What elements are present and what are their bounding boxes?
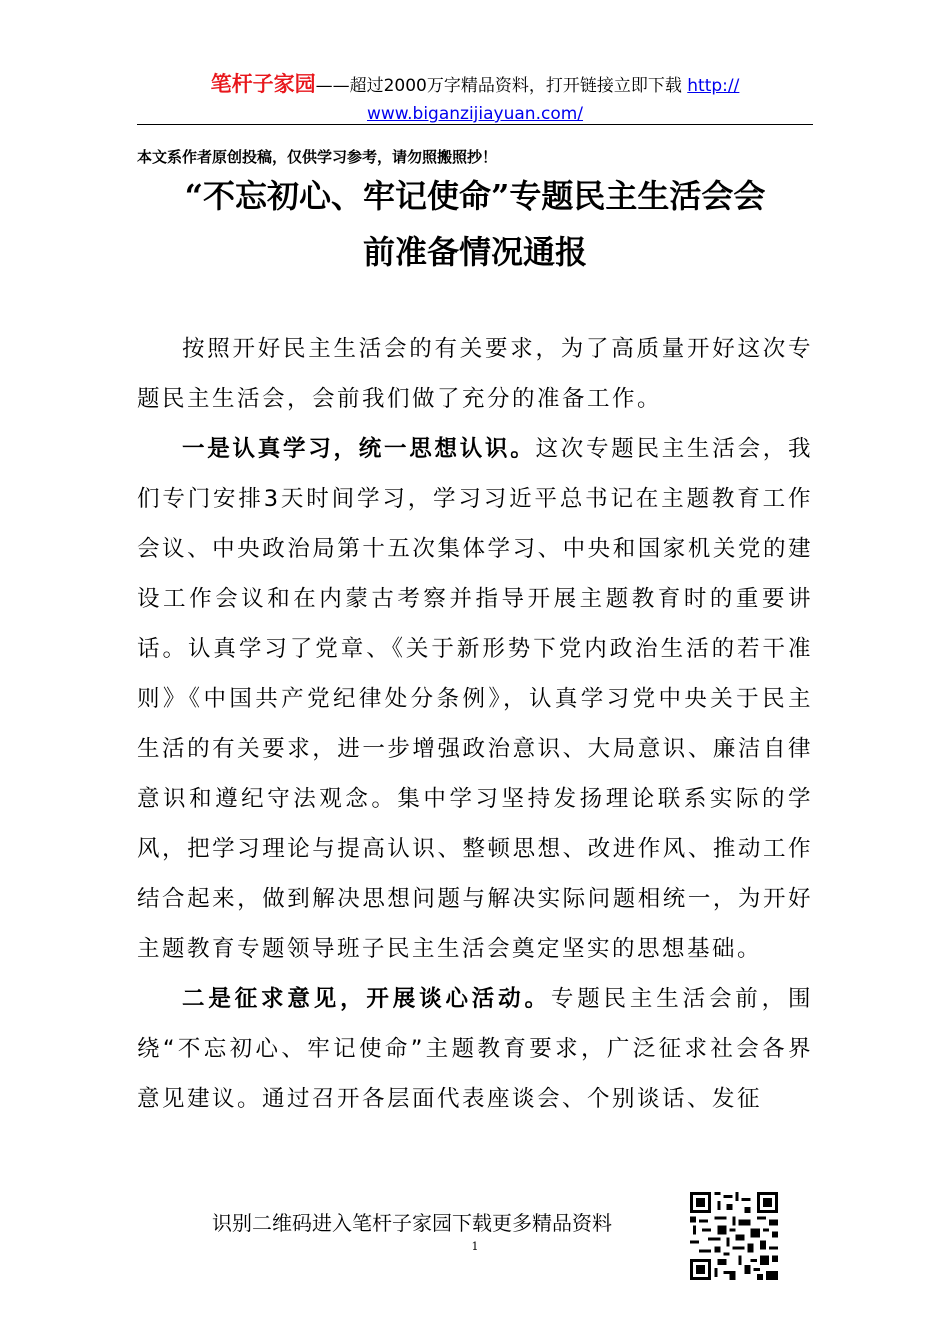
- footer-promo: 识别二维码进入笔杆子家园下载更多精品资料: [212, 1211, 612, 1235]
- copyright-notice: 本文系作者原创投稿，仅供学习参考，请勿照搬照抄！: [137, 148, 498, 166]
- qr-code-icon[interactable]: [690, 1192, 778, 1280]
- brand-name: 笔杆子家园: [210, 72, 316, 96]
- header-divider: [137, 124, 813, 125]
- paragraph-heading: 二是征求意见，开展谈心活动。: [182, 986, 551, 1012]
- paragraph-study: 一是认真学习，统一思想认识。这次专题民主生活会，我们专门安排3天时间学习，学习习近平总书记在主题教育工作会议、中央政治局第十五次集体学习、中央和国家机关党的建设工作会议和在内蒙古考察并指导开展主题教育时的重要讲话。认真学习了党章、《关于新形势下党内政治生活的若干准则》《中国共产党纪律处分条例》，认真学习党中央关于民主生活的有关要求，进一步增强政治意识、大局意识、廉洁自律意识和遵纪守法观念。集中学习坚持发扬理论联系实际的学风，把学习理论与提高认识、整顿思想、改进作风、推动工作结合起来，做到解决思想问题与解决实际问题相统一，为开好主题教育专题领导班子民主生活会奠定坚实的思想基础。: [137, 436, 813, 962]
- title-line-1: “不忘初心、牢记使命”专题民主生活会会: [184, 177, 766, 215]
- site-link[interactable]: http:// www.biganzijiayuan.com/: [366, 76, 740, 124]
- paragraph-opinions: 二是征求意见，开展谈心活动。专题民主生活会前，围绕“不忘初心、牢记使命”主题教育要求，广泛征求社会各界意见建议。通过召开各层面代表座谈会、个别谈话、发征: [137, 986, 813, 1112]
- site-banner: [137, 70, 813, 128]
- document-title: [137, 168, 813, 280]
- document-body: [137, 324, 813, 1124]
- page-number: 1: [471, 1240, 479, 1253]
- banner-tagline: ——超过2000万字精品资料，打开链接立即下载: [315, 76, 688, 96]
- paragraph-intro: 按照开好民主生活会的有关要求，为了高质量开好这次专题民主生活会，会前我们做了充分的准备工作。: [137, 336, 813, 412]
- title-line-2: 前准备情况通报: [362, 233, 587, 271]
- paragraph-heading: 一是认真学习，统一思想认识。: [182, 436, 536, 462]
